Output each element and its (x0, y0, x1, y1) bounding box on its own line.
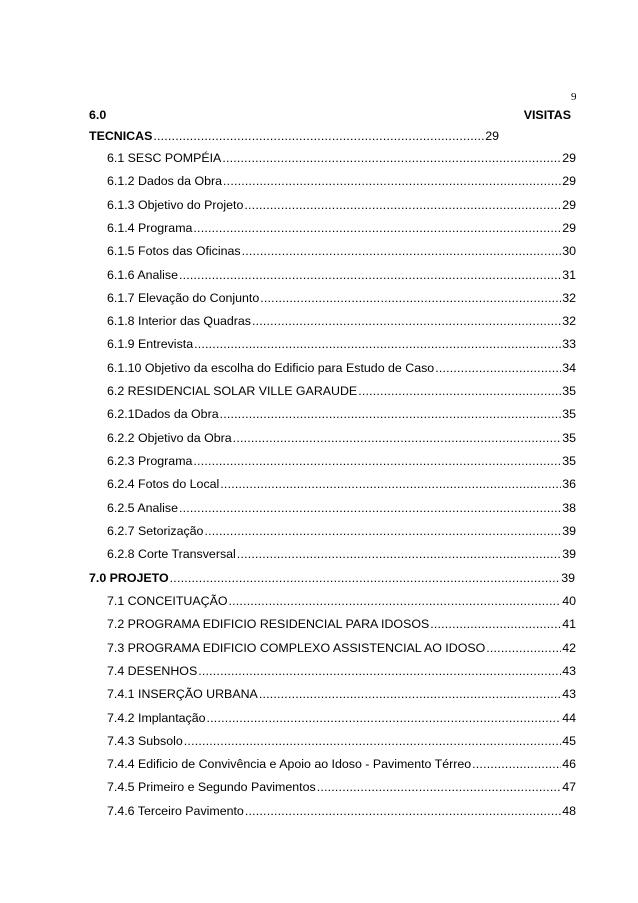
toc-entry-page: 29 (562, 174, 576, 189)
leader-dots (184, 733, 561, 749)
leader-dots (194, 336, 561, 352)
section-7-heading (89, 570, 575, 586)
section-6-continuation-label: TECNICAS (89, 129, 153, 143)
toc-entry-label: 6.2 RESIDENCIAL SOLAR VILLE GARAUDE (107, 384, 358, 398)
toc-entry-page: 39 (562, 523, 576, 538)
toc-entry-label: 6.1.7 Elevação do Conjunto (107, 290, 260, 305)
toc-entry (107, 197, 576, 213)
leader-dots (229, 593, 562, 609)
toc-entry (107, 803, 576, 819)
toc-entry-page: 44 (562, 710, 576, 725)
toc-entry (107, 313, 576, 329)
leader-dots (260, 290, 561, 306)
leader-dots (233, 430, 562, 446)
toc-entry-label: 7.4.1 INSERÇÃO URBANA (107, 687, 258, 702)
toc-entry (107, 430, 576, 446)
leader-dots (222, 150, 561, 166)
section-6-title-word: VISITAS (523, 108, 571, 122)
toc-entry-page: 33 (562, 337, 576, 352)
toc-entry-page: 35 (562, 430, 576, 445)
toc-entry-label: 6.1.6 Analise (107, 267, 178, 282)
toc-entry (107, 616, 576, 632)
toc-entry-page: 43 (562, 663, 576, 678)
toc-entry-label: 6.2.1Dados da Obra (107, 407, 219, 422)
leader-dots (207, 710, 562, 726)
section-7-label: 7.0 PROJETO (89, 571, 169, 585)
leader-dots (193, 453, 561, 469)
toc-entry-page: 39 (562, 547, 576, 562)
toc-entry (107, 500, 576, 516)
leader-dots (472, 756, 561, 772)
toc-entry (107, 523, 576, 539)
section-6-heading (89, 107, 571, 123)
leader-dots (244, 197, 561, 213)
toc-entry (107, 686, 576, 702)
toc-entry (107, 756, 576, 772)
toc-entry-label: 6.1.3 Objetivo do Projeto (107, 197, 244, 212)
toc-entry (107, 406, 576, 422)
leader-dots (430, 616, 561, 632)
toc-entry (107, 360, 576, 376)
toc-entry-label: 7.2 PROGRAMA EDIFICIO RESIDENCIAL PARA IDOSOS (107, 617, 430, 632)
toc-entry-label: 6.1 SESC POMPÉIA (107, 151, 222, 165)
toc-entry-page: 30 (562, 244, 576, 259)
leader-dots (259, 686, 561, 702)
toc-entry-page: 42 (562, 640, 576, 655)
toc-entry (107, 336, 576, 352)
toc-entry-page: 47 (562, 780, 576, 795)
toc-entry (107, 220, 576, 236)
toc-entry (107, 779, 576, 795)
leader-dots (486, 640, 561, 656)
leader-dots (223, 173, 561, 189)
toc-entry-page: 29 (562, 151, 576, 165)
toc-entry (107, 640, 576, 656)
toc-entry (107, 710, 576, 726)
toc-entry-page: 35 (562, 384, 576, 398)
toc-entry-label: 6.1.9 Entrevista (107, 337, 194, 352)
section-6-page: 29 (485, 129, 499, 143)
toc-entry-label: 7.4 DESENHOS (107, 663, 198, 678)
toc-entry-page: 35 (562, 453, 576, 468)
toc-entry-label: 7.1 CONCEITUAÇÃO (107, 594, 228, 608)
toc-entry-label: 7.3 PROGRAMA EDIFICIO COMPLEXO ASSISTENCIAL AO IDOSO (107, 640, 486, 655)
toc-entry-label: 7.4.3 Subsolo (107, 733, 183, 748)
toc-entry-page: 41 (562, 617, 576, 632)
leader-dots (435, 360, 561, 376)
toc-entry-page: 48 (562, 803, 576, 818)
toc-entry (107, 150, 576, 166)
leader-dots (204, 523, 561, 539)
toc-entry-label: 6.2.8 Corte Transversal (107, 547, 236, 562)
toc-entry-page: 29 (562, 220, 576, 235)
leader-dots (358, 383, 561, 399)
leader-dots (242, 243, 562, 259)
toc-entry-page: 34 (562, 360, 576, 375)
leader-dots (170, 570, 561, 586)
leader-dots (220, 406, 562, 422)
leader-dots (179, 500, 561, 516)
toc-entry-label: 6.1.5 Fotos das Oficinas (107, 244, 241, 259)
toc-entry-label: 6.1.4 Programa (107, 220, 193, 235)
toc-entry-label: 7.4.6 Terceiro Pavimento (107, 803, 244, 818)
leader-dots (252, 313, 561, 329)
toc-entry (107, 546, 576, 562)
toc-entry-label: 7.4.4 Edificio de Convivência e Apoio ao Idoso - Pavimento Térreo (107, 757, 472, 772)
toc-entry-label: 6.1.2 Dados da Obra (107, 174, 223, 189)
section-7-page: 39 (561, 571, 575, 585)
toc-entry (107, 243, 576, 259)
section-6-number: 6.0 (89, 108, 107, 122)
toc-entry (107, 663, 576, 679)
toc-entry (107, 476, 576, 492)
toc-entry (107, 267, 576, 283)
toc-entry-page: 29 (562, 197, 576, 212)
toc-entry-page: 32 (562, 314, 576, 329)
toc-entry-label: 6.1.8 Interior das Quadras (107, 314, 251, 329)
toc-entry-label: 6.2.2 Objetivo da Obra (107, 430, 232, 445)
toc-entry-page: 43 (562, 687, 576, 702)
page-number: 9 (571, 91, 577, 103)
toc-entry (107, 593, 576, 609)
leader-dots (220, 476, 561, 492)
toc-entry-page: 40 (562, 594, 576, 608)
leader-dots (193, 220, 561, 236)
toc-entry-label: 6.2.7 Setorização (107, 523, 204, 538)
toc-entry (107, 453, 576, 469)
toc-entry-page: 38 (562, 500, 576, 515)
leader-dots (245, 803, 561, 819)
toc-entry-page: 46 (562, 757, 576, 772)
toc-entry-page: 35 (562, 407, 576, 422)
toc-entry-page: 45 (562, 733, 576, 748)
toc-entry (107, 290, 576, 306)
toc-entry-page: 36 (562, 477, 576, 492)
toc-entry-label: 6.2.4 Fotos do Local (107, 477, 220, 492)
leader-dots (153, 128, 484, 144)
section-6-continuation (89, 128, 499, 144)
leader-dots (237, 546, 561, 562)
leader-dots (317, 779, 562, 795)
toc-entry (107, 173, 576, 189)
toc-entry-label: 6.2.5 Analise (107, 500, 178, 515)
toc-entry (107, 733, 576, 749)
leader-dots (179, 267, 561, 283)
toc-entry (107, 383, 576, 399)
toc-entry-label: 6.2.3 Programa (107, 453, 193, 468)
toc-entry-label: 7.4.5 Primeiro e Segundo Pavimentos (107, 780, 316, 795)
toc-entry-page: 31 (562, 267, 576, 282)
toc-entry-label: 6.1.10 Objetivo da escolha do Edificio para Estudo de Caso (107, 360, 435, 375)
toc-entry-label: 7.4.2 Implantação (107, 710, 206, 725)
leader-dots (198, 663, 561, 679)
toc-entry-page: 32 (562, 290, 576, 305)
